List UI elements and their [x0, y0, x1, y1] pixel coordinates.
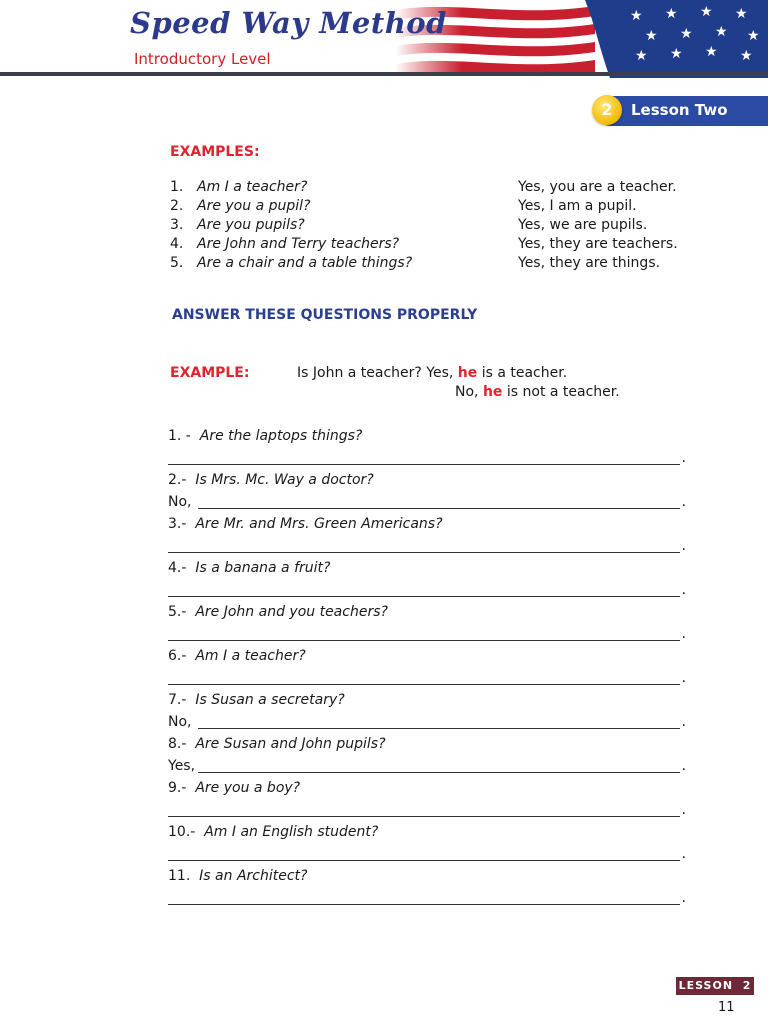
- answer-rule[interactable]: [168, 464, 680, 465]
- question-item: [168, 868, 688, 884]
- question-text: Am I an English student?: [204, 824, 379, 840]
- example-row: [170, 255, 730, 274]
- answer-rule[interactable]: [168, 684, 680, 685]
- answer-line[interactable]: [168, 758, 686, 776]
- page-number: 11: [718, 1000, 735, 1015]
- question-item: [168, 604, 688, 620]
- header-divider: [0, 72, 768, 76]
- level-subtitle: Introductory Level: [134, 50, 271, 68]
- question-text: Is an Architect?: [199, 868, 308, 884]
- question-text: Are Mr. and Mrs. Green Americans?: [195, 516, 443, 532]
- logo-speed-way-method: Speed Way Method: [130, 6, 447, 40]
- answer-line[interactable]: [168, 494, 686, 512]
- question-number: 6.-: [168, 648, 187, 664]
- answer-rule[interactable]: [168, 816, 680, 817]
- question-text: Are you a boy?: [195, 780, 301, 796]
- example-number: 3.: [170, 217, 184, 233]
- answer-prefix: No,: [168, 494, 192, 510]
- answer-end-period: .: [681, 802, 686, 818]
- examples-heading: EXAMPLES:: [170, 144, 260, 160]
- answer-rule[interactable]: [198, 772, 680, 773]
- answer-line[interactable]: [168, 714, 686, 732]
- answer-line[interactable]: [168, 450, 686, 468]
- answer-line[interactable]: [168, 890, 686, 908]
- answer-end-period: .: [681, 714, 686, 730]
- example-question-text: Am I a teacher?: [197, 179, 308, 195]
- example-line2-pre: No,: [455, 384, 483, 400]
- answer-rule[interactable]: [198, 508, 680, 509]
- question-item: [168, 648, 688, 664]
- question-item: [168, 516, 688, 532]
- answer-end-period: .: [681, 890, 686, 906]
- question-item: [168, 692, 688, 708]
- answer-line[interactable]: [168, 626, 686, 644]
- answer-line[interactable]: [168, 846, 686, 864]
- question-text: Is Mrs. Mc. Way a doctor?: [195, 472, 374, 488]
- answer-prefix: Yes,: [168, 758, 196, 774]
- question-number: 7.-: [168, 692, 187, 708]
- question-number: 1. -: [168, 428, 191, 444]
- question-number: 9.-: [168, 780, 187, 796]
- example-answer-text: Yes, I am a pupil.: [518, 198, 637, 214]
- example-row: [170, 217, 730, 236]
- question-item: [168, 428, 688, 444]
- answer-end-period: .: [681, 494, 686, 510]
- answer-end-period: .: [681, 450, 686, 466]
- example-number: 2.: [170, 198, 184, 214]
- example-number: 1.: [170, 179, 184, 195]
- question-number: 8.-: [168, 736, 187, 752]
- answer-end-period: .: [681, 758, 686, 774]
- answer-end-period: .: [681, 582, 686, 598]
- answer-end-period: .: [681, 626, 686, 642]
- answer-end-period: .: [681, 670, 686, 686]
- example-question-text: Are John and Terry teachers?: [197, 236, 400, 252]
- question-number: 4.-: [168, 560, 187, 576]
- answer-rule[interactable]: [168, 640, 680, 641]
- answer-line[interactable]: [168, 802, 686, 820]
- question-item: [168, 472, 688, 488]
- example-question: [297, 365, 567, 381]
- answer-line[interactable]: [168, 670, 686, 688]
- example-answer-text: Yes, we are pupils.: [518, 217, 648, 233]
- example-line1-post: is a teacher.: [477, 365, 568, 381]
- example-number: 4.: [170, 236, 184, 252]
- example-row: [170, 198, 730, 217]
- question-item: [168, 780, 688, 796]
- answer-line[interactable]: [168, 538, 686, 556]
- example-line-1: [170, 365, 249, 381]
- answer-prefix: No,: [168, 714, 192, 730]
- instructions-heading: ANSWER THESE QUESTIONS PROPERLY: [172, 307, 478, 323]
- example-question-text: Are you pupils?: [197, 217, 305, 233]
- lesson-title: Lesson Two: [631, 101, 728, 119]
- question-number: 11.: [168, 868, 191, 884]
- question-number: 2.-: [168, 472, 187, 488]
- example-label: EXAMPLE:: [170, 365, 250, 381]
- question-text: Is a banana a fruit?: [195, 560, 331, 576]
- example-line1-pre: Is John a teacher? Yes,: [297, 365, 458, 381]
- footer-lesson-number: 2: [742, 979, 752, 992]
- example-number: 5.: [170, 255, 184, 271]
- question-number: 10.-: [168, 824, 196, 840]
- example-row: [170, 179, 730, 198]
- american-flag-banner: [395, 0, 768, 78]
- footer-lesson-label: LESSON: [678, 979, 734, 992]
- example-row: [170, 236, 730, 255]
- answer-rule[interactable]: [168, 596, 680, 597]
- example-negative: [455, 384, 620, 400]
- answer-rule[interactable]: [168, 860, 680, 861]
- question-text: Am I a teacher?: [195, 648, 306, 664]
- answer-end-period: .: [681, 538, 686, 554]
- answer-rule[interactable]: [168, 552, 680, 553]
- question-item: [168, 560, 688, 576]
- question-text: Are Susan and John pupils?: [195, 736, 386, 752]
- example-question-text: Are you a pupil?: [197, 198, 311, 214]
- example-answer-text: Yes, they are things.: [518, 255, 661, 271]
- example-answer-text: Yes, you are a teacher.: [518, 179, 677, 195]
- question-number: 5.-: [168, 604, 187, 620]
- question-item: [168, 824, 688, 840]
- question-text: Is Susan a secretary?: [195, 692, 345, 708]
- question-text: Are John and you teachers?: [195, 604, 388, 620]
- answer-rule[interactable]: [198, 728, 680, 729]
- answer-end-period: .: [681, 846, 686, 862]
- answer-line[interactable]: [168, 582, 686, 600]
- example-line2-post: is not a teacher.: [502, 384, 620, 400]
- page-header: [0, 0, 768, 78]
- example-pronoun-2: he: [482, 384, 503, 400]
- answer-rule[interactable]: [168, 904, 680, 905]
- question-text: Are the laptops things?: [199, 428, 363, 444]
- example-answer-text: Yes, they are teachers.: [518, 236, 678, 252]
- question-item: [168, 736, 688, 752]
- example-question-text: Are a chair and a table things?: [197, 255, 413, 271]
- question-number: 3.-: [168, 516, 187, 532]
- footer-lesson-tag: [676, 977, 754, 995]
- example-pronoun-1: he: [457, 365, 478, 381]
- lesson-number-badge: 2: [592, 95, 622, 125]
